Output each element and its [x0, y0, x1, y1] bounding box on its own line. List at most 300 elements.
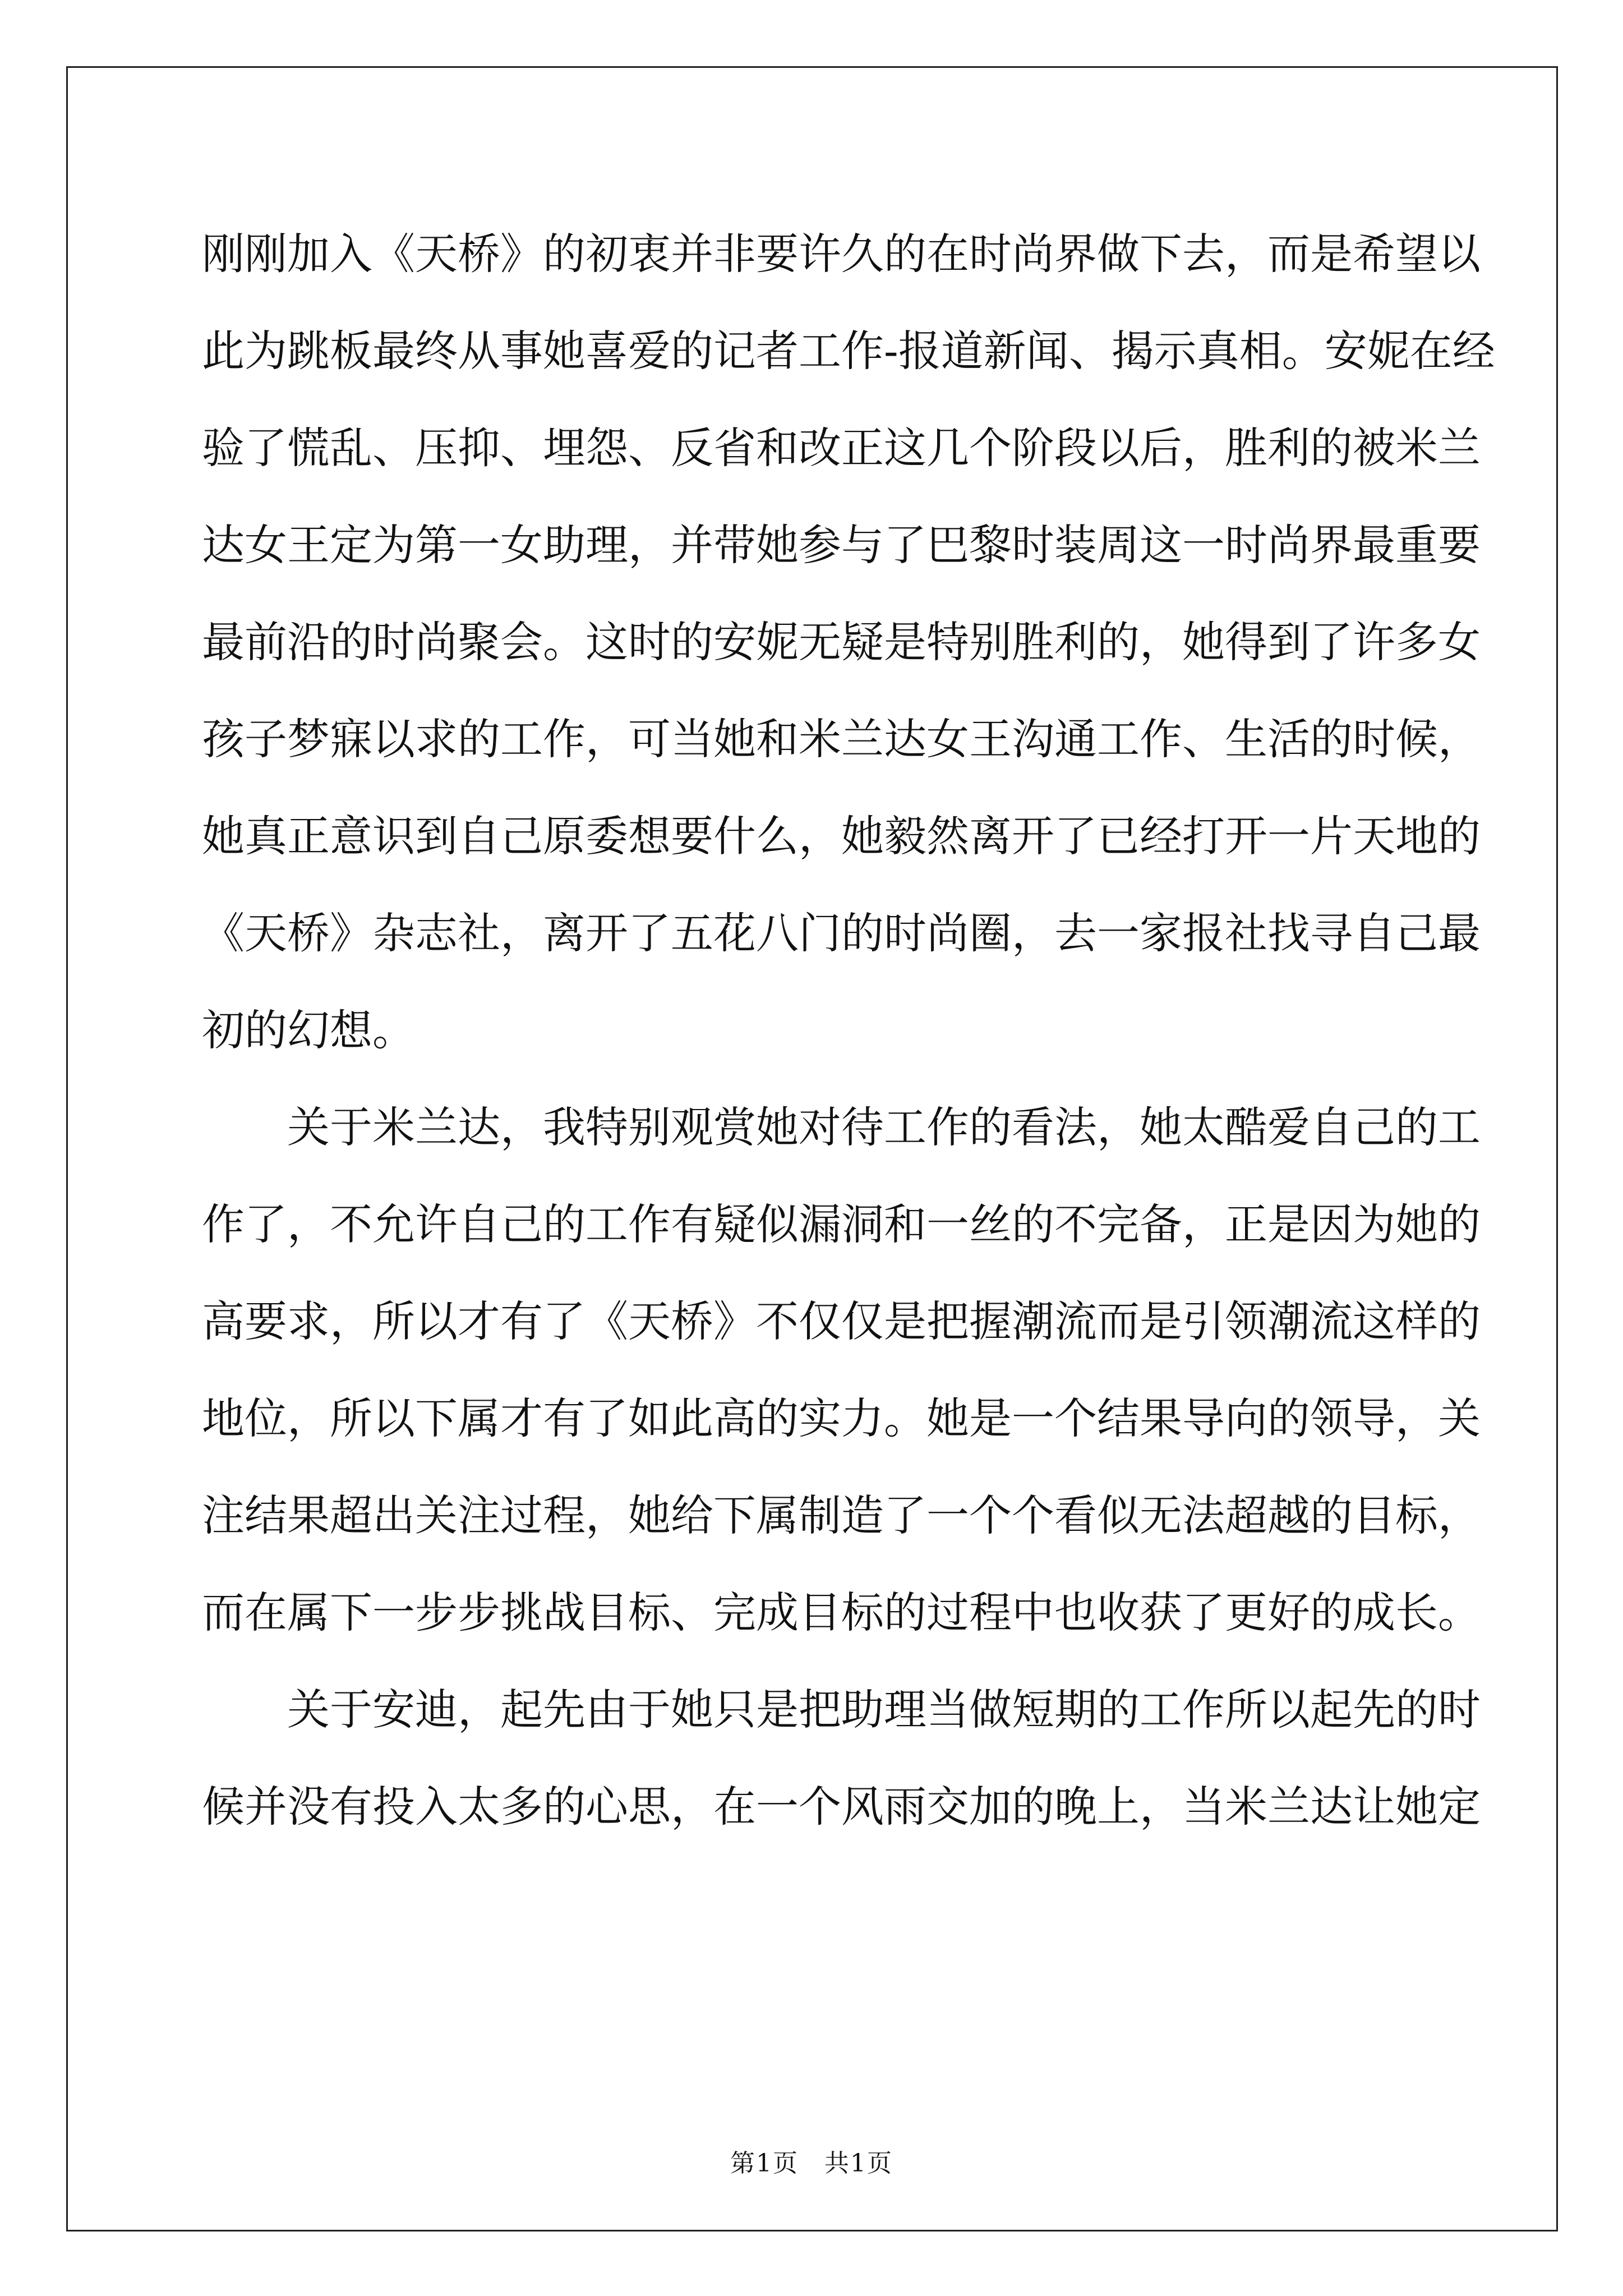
text-char: 安: [1324, 326, 1367, 376]
text-char: 的: [884, 1588, 926, 1637]
text-char: 、: [372, 423, 415, 473]
text-char: 地: [202, 1393, 245, 1443]
text-char: 如: [628, 1393, 671, 1443]
text-char: 无: [1140, 1490, 1182, 1540]
text-line: [202, 302, 1495, 399]
text-char: 多: [1395, 617, 1438, 667]
text-char: 最: [1353, 520, 1395, 570]
text-char: 一: [926, 1490, 969, 1540]
text-char: 装: [1054, 520, 1097, 570]
text-char: 被: [1353, 423, 1395, 473]
text-char: 兰: [1438, 423, 1481, 473]
text-char: ，: [585, 1490, 628, 1540]
text-char: 女: [1438, 617, 1481, 667]
text-char: 并: [671, 520, 713, 570]
text-char: 米: [799, 714, 841, 764]
text-char: 过: [926, 1588, 969, 1637]
text-char: 下: [415, 1393, 458, 1443]
text-char: 让: [1353, 1782, 1395, 1832]
text-char: 王: [287, 520, 330, 570]
text-char: 天: [415, 229, 458, 279]
text-char: 一: [926, 1199, 969, 1249]
text-char: 重: [1395, 520, 1438, 570]
text-char: 才: [500, 1393, 543, 1443]
text-char: 果: [287, 1490, 330, 1540]
text-char: 许: [1353, 617, 1395, 667]
text-char: 作: [202, 1199, 245, 1249]
text-char: 《: [585, 1296, 628, 1346]
text-char: 王: [969, 714, 1012, 764]
text-char: 地: [1395, 811, 1438, 861]
text-char: 带: [713, 520, 756, 570]
text-char: 到: [415, 811, 458, 861]
text-char: 终: [415, 326, 458, 376]
text-char: 的: [756, 1393, 799, 1443]
text-char: 记: [713, 326, 756, 376]
text-char: 米: [1395, 423, 1438, 473]
text-char: 己: [500, 811, 543, 861]
text-char: 把: [799, 1685, 841, 1734]
text-char: 投: [372, 1782, 415, 1832]
text-char: 的: [543, 1782, 585, 1832]
text-char: [202, 1661, 245, 1758]
text-char: 为: [245, 326, 287, 376]
text-char: 入: [330, 229, 372, 279]
text-char: 想: [330, 1005, 372, 1055]
text-char: 完: [1097, 1199, 1140, 1249]
text-char: ，: [1140, 1782, 1182, 1832]
text-char: 她: [1395, 1782, 1438, 1832]
text-char: 助: [841, 1685, 884, 1734]
text-char: 在: [1409, 326, 1453, 376]
text-char: 。: [1281, 326, 1325, 376]
text-char: 胜: [1225, 423, 1267, 473]
text-char: 的: [1310, 714, 1353, 764]
text-char: 的: [1012, 1199, 1054, 1249]
text-char: 的: [1438, 811, 1481, 861]
text-char: 给: [671, 1490, 713, 1540]
text-char: 离: [969, 811, 1012, 861]
text-line: [202, 1370, 1481, 1467]
text-char: 第: [415, 520, 458, 570]
text-char: 才: [458, 1296, 500, 1346]
text-char: 造: [841, 1490, 884, 1540]
text-char: 意: [330, 811, 372, 861]
text-char: 要: [756, 229, 799, 279]
text-char: 子: [245, 714, 287, 764]
text-char: 似: [1097, 1490, 1140, 1540]
text-char: 的: [1395, 1102, 1438, 1152]
text-char: 此: [202, 326, 245, 376]
text-char: 。: [1438, 1588, 1481, 1637]
text-char: 刚: [245, 229, 287, 279]
text-char: 、: [1182, 714, 1225, 764]
text-char: 女: [926, 714, 969, 764]
text-char: ，: [458, 1685, 500, 1734]
text-char: 了: [884, 1490, 926, 1540]
text-char: 达: [458, 1102, 500, 1152]
text-char: 和: [756, 714, 799, 764]
text-char: 加: [287, 229, 330, 279]
text-char: 长: [1395, 1588, 1438, 1637]
text-char: 怨: [585, 423, 628, 473]
text-char: 先: [543, 1685, 585, 1734]
text-char: 一: [1012, 1393, 1054, 1443]
text-char: 从: [458, 326, 500, 376]
text-char: 属: [458, 1393, 500, 1443]
text-char: 求: [415, 714, 458, 764]
text-char: 与: [841, 520, 884, 570]
text-char: 尚: [1012, 229, 1054, 279]
text-char: 作: [841, 326, 884, 376]
text-char: 初: [202, 1005, 245, 1055]
text-char: 衷: [628, 229, 671, 279]
text-char: 候: [1395, 714, 1438, 764]
text-char: 了: [245, 1199, 287, 1249]
text-char: 不: [1054, 1199, 1097, 1249]
text-char: 什: [713, 811, 756, 861]
text-char: 阶: [1012, 423, 1054, 473]
text-char: 目: [585, 1588, 628, 1637]
text-char: 的: [1310, 423, 1353, 473]
text-char: 自: [1353, 908, 1395, 958]
text-char: 的: [1310, 1588, 1353, 1637]
text-char: 工: [1140, 1685, 1182, 1734]
text-char: 助: [543, 520, 585, 570]
text-char: 后: [1140, 423, 1182, 473]
text-char: 然: [926, 811, 969, 861]
text-char: 非: [713, 229, 756, 279]
text-char: ，: [1012, 908, 1054, 958]
text-char: 反: [671, 423, 713, 473]
text-char: 界: [1054, 229, 1097, 279]
text-char: 太: [1182, 1102, 1225, 1152]
text-line: [202, 885, 1481, 982]
text-char: 经: [1140, 811, 1182, 861]
text-char: 观: [671, 1102, 713, 1152]
text-char: 几: [926, 423, 969, 473]
text-char: 她: [628, 1490, 671, 1540]
text-char: 改: [799, 423, 841, 473]
text-char: 法: [1054, 1102, 1097, 1152]
text-char: 这: [884, 423, 926, 473]
text-char: 时: [1353, 714, 1395, 764]
text-char: 挑: [500, 1588, 543, 1637]
text-line: [202, 399, 1481, 496]
text-char: 导: [1182, 1393, 1225, 1443]
text-char: 和: [884, 1199, 926, 1249]
text-char: 候: [202, 1782, 245, 1832]
text-char: 中: [1012, 1588, 1054, 1637]
text-char: 作: [1182, 1685, 1225, 1734]
text-char: 起: [1310, 1685, 1353, 1734]
text-char: 尚: [415, 617, 458, 667]
text-char: 新: [983, 326, 1026, 376]
text-char: 五: [671, 908, 713, 958]
text-char: 当: [926, 1685, 969, 1734]
text-char: 委: [585, 811, 628, 861]
text-char: 目: [1353, 1490, 1395, 1540]
text-line: [202, 1758, 1481, 1855]
text-line: [202, 205, 1481, 302]
text-line: [202, 1273, 1481, 1370]
text-char: 关: [287, 1102, 330, 1152]
text-char: 家: [1140, 908, 1182, 958]
text-char: 向: [1225, 1393, 1267, 1443]
text-char: ，: [500, 908, 543, 958]
text-char: 结: [1097, 1393, 1140, 1443]
text-char: 允: [372, 1199, 415, 1249]
text-char: 疑: [841, 617, 884, 667]
text-char: 她: [1140, 1102, 1182, 1152]
text-char: 圈: [969, 908, 1012, 958]
text-char: 有: [330, 1782, 372, 1832]
text-char: 开: [1225, 811, 1267, 861]
text-char: 完: [713, 1588, 756, 1637]
text-char: 是: [884, 1296, 926, 1346]
text-char: 到: [1267, 617, 1310, 667]
text-char: 前: [245, 617, 287, 667]
text-char: 时: [628, 617, 671, 667]
text-char: 更: [1225, 1588, 1267, 1637]
text-char: 可: [628, 714, 671, 764]
text-char: 领: [1225, 1296, 1267, 1346]
text-char: 抑: [458, 423, 500, 473]
text-char: ，: [1395, 1393, 1438, 1443]
text-char: 了: [1054, 811, 1097, 861]
text-char: 以: [1097, 423, 1140, 473]
text-char: 的: [1310, 1490, 1353, 1540]
text-line: [202, 1661, 1481, 1758]
text-char: 高: [202, 1296, 245, 1346]
text-char: 起: [500, 1685, 543, 1734]
text-char: 天: [1353, 811, 1395, 861]
text-char: 有: [543, 1393, 585, 1443]
text-char: 工: [884, 1102, 926, 1152]
text-char: 我: [543, 1102, 585, 1152]
text-char: 特: [585, 1102, 628, 1152]
text-char: 标: [1395, 1490, 1438, 1540]
text-char: 果: [1140, 1393, 1182, 1443]
text-char: 她: [202, 811, 245, 861]
text-char: 的: [330, 617, 372, 667]
text-char: 达: [1310, 1782, 1353, 1832]
text-char: 的: [671, 617, 713, 667]
text-char: 得: [1225, 617, 1267, 667]
text-line: [202, 496, 1481, 593]
text-char: 引: [1182, 1296, 1225, 1346]
text-char: 样: [1395, 1296, 1438, 1346]
text-char: 、: [671, 1588, 713, 1637]
text-char: 聚: [458, 617, 500, 667]
text-char: 由: [585, 1685, 628, 1734]
text-char: 的: [543, 229, 585, 279]
text-char: 个: [1012, 1490, 1054, 1540]
text-char: 赏: [713, 1102, 756, 1152]
text-char: 真: [245, 811, 287, 861]
text-char: 埋: [543, 423, 585, 473]
text-char: 参: [799, 520, 841, 570]
text-char: 了: [1310, 617, 1353, 667]
text-char: 做: [1097, 229, 1140, 279]
text-char: 是: [969, 1393, 1012, 1443]
text-char: 妮: [1367, 326, 1410, 376]
text-char: 潮: [1012, 1296, 1054, 1346]
text-char: 因: [1310, 1199, 1353, 1249]
text-char: 理: [884, 1685, 926, 1734]
text-char: 杂: [372, 908, 415, 958]
text-char: 兰: [1267, 1782, 1310, 1832]
text-char: 定: [1438, 1782, 1481, 1832]
text-char: 流: [1054, 1296, 1097, 1346]
text-char: 此: [671, 1393, 713, 1443]
text-char: 的: [1267, 1393, 1310, 1443]
text-char: 入: [415, 1782, 458, 1832]
text-char: 于: [330, 1685, 372, 1734]
text-char: 揭: [1111, 326, 1154, 376]
text-char: 这: [1140, 520, 1182, 570]
text-char: 段: [1054, 423, 1097, 473]
text-char: 初: [585, 229, 628, 279]
text-char: 丝: [969, 1199, 1012, 1249]
text-char: 的: [1097, 617, 1140, 667]
text-char: 在: [713, 1782, 756, 1832]
text-char: 米: [1225, 1782, 1267, 1832]
text-char: 了: [884, 520, 926, 570]
text-char: 相: [1239, 326, 1282, 376]
text-char: ，: [1182, 1199, 1225, 1249]
text-char: 安: [372, 1685, 415, 1734]
text-char: 有: [500, 1296, 543, 1346]
text-char: 收: [1097, 1588, 1140, 1637]
text-char: 思: [628, 1782, 671, 1832]
text-char: 己: [1353, 1102, 1395, 1152]
text-char: 时: [1438, 1685, 1481, 1734]
text-char: 去: [1054, 908, 1097, 958]
text-char: 者: [756, 326, 799, 376]
text-char: 利: [1054, 617, 1097, 667]
text-char: 看: [1054, 1490, 1097, 1540]
text-char: 无: [799, 617, 841, 667]
text-char: 下: [713, 1490, 756, 1540]
text-char: 导: [1353, 1393, 1395, 1443]
text-line: [202, 691, 1481, 788]
text-char: 晚: [1054, 1782, 1097, 1832]
text-char: 要: [671, 811, 713, 861]
text-char: 自: [458, 1199, 500, 1249]
text-char: 标: [628, 1588, 671, 1637]
text-char: [202, 1079, 245, 1176]
text-char: 期: [1054, 1685, 1097, 1734]
text-char: 工: [1438, 1102, 1481, 1152]
text-char: 关: [287, 1685, 330, 1734]
text-char: 片: [1310, 811, 1353, 861]
text-char: 仅: [841, 1296, 884, 1346]
text-char: 心: [585, 1782, 628, 1832]
text-char: [245, 1079, 287, 1176]
text-char: 领: [1310, 1393, 1353, 1443]
text-char: 的: [671, 326, 713, 376]
text-line: [202, 1467, 1481, 1564]
text-char: 了: [543, 1296, 585, 1346]
text-char: 胜: [1012, 617, 1054, 667]
text-char: 己: [500, 1199, 543, 1249]
text-char: 正: [841, 423, 884, 473]
text-char: 《: [202, 908, 245, 958]
text-char: 漏: [799, 1199, 841, 1249]
text-char: 幻: [287, 1005, 330, 1055]
text-char: 超: [330, 1490, 372, 1540]
text-char: 个: [799, 1782, 841, 1832]
text-char: 要: [245, 1296, 287, 1346]
text-char: 了: [1182, 1588, 1225, 1637]
text-char: 实: [799, 1393, 841, 1443]
text-char: 是: [1140, 1296, 1182, 1346]
text-char: 太: [458, 1782, 500, 1832]
text-char: 《: [372, 229, 415, 279]
text-char: 先: [1353, 1685, 1395, 1734]
text-char: 加: [969, 1782, 1012, 1832]
text-char: 梦: [287, 714, 330, 764]
text-char: 安: [713, 617, 756, 667]
text-char: 似: [756, 1199, 799, 1249]
text-line: [202, 1564, 1481, 1661]
text-char: 道: [940, 326, 984, 376]
text-char: 特: [926, 617, 969, 667]
text-char: 毅: [884, 811, 926, 861]
text-char: 工: [500, 714, 543, 764]
text-char: 握: [969, 1296, 1012, 1346]
text-char: 她: [713, 714, 756, 764]
text-char: 是: [884, 617, 926, 667]
text-char: 时: [1012, 520, 1054, 570]
text-char: 成: [1353, 1588, 1395, 1637]
text-char: 开: [1012, 811, 1054, 861]
text-char: 求: [287, 1296, 330, 1346]
text-char: ，: [1438, 1490, 1481, 1540]
text-char: 并: [245, 1782, 287, 1832]
text-char: 她: [671, 1685, 713, 1734]
text-char: 关: [1438, 1393, 1481, 1443]
text-char: 多: [500, 1782, 543, 1832]
text-char: 的: [884, 229, 926, 279]
text-char: 而: [202, 1588, 245, 1637]
text-char: 黎: [969, 520, 1012, 570]
text-char: 关: [415, 1490, 458, 1540]
text-char: 闻: [1026, 326, 1069, 376]
text-char: 在: [926, 229, 969, 279]
text-char: 制: [799, 1490, 841, 1540]
text-char: 个: [969, 1490, 1012, 1540]
text-char: 了: [585, 1393, 628, 1443]
text-char: ，: [1225, 229, 1267, 279]
text-char: 风: [841, 1782, 884, 1832]
text-char: 。: [372, 1005, 415, 1055]
text-char: 她: [1182, 617, 1225, 667]
text-char: 定: [330, 520, 372, 570]
text-char: 她: [756, 1102, 799, 1152]
text-char: 获: [1140, 1588, 1182, 1637]
text-char: 一: [458, 520, 500, 570]
text-char: 成: [756, 1588, 799, 1637]
text-char: 程: [543, 1490, 585, 1540]
text-char: 她: [841, 811, 884, 861]
text-char: 已: [1097, 811, 1140, 861]
text-char: 对: [799, 1102, 841, 1152]
text-char: 疑: [713, 1199, 756, 1249]
text-char: 乱: [330, 423, 372, 473]
text-char: 程: [969, 1588, 1012, 1637]
